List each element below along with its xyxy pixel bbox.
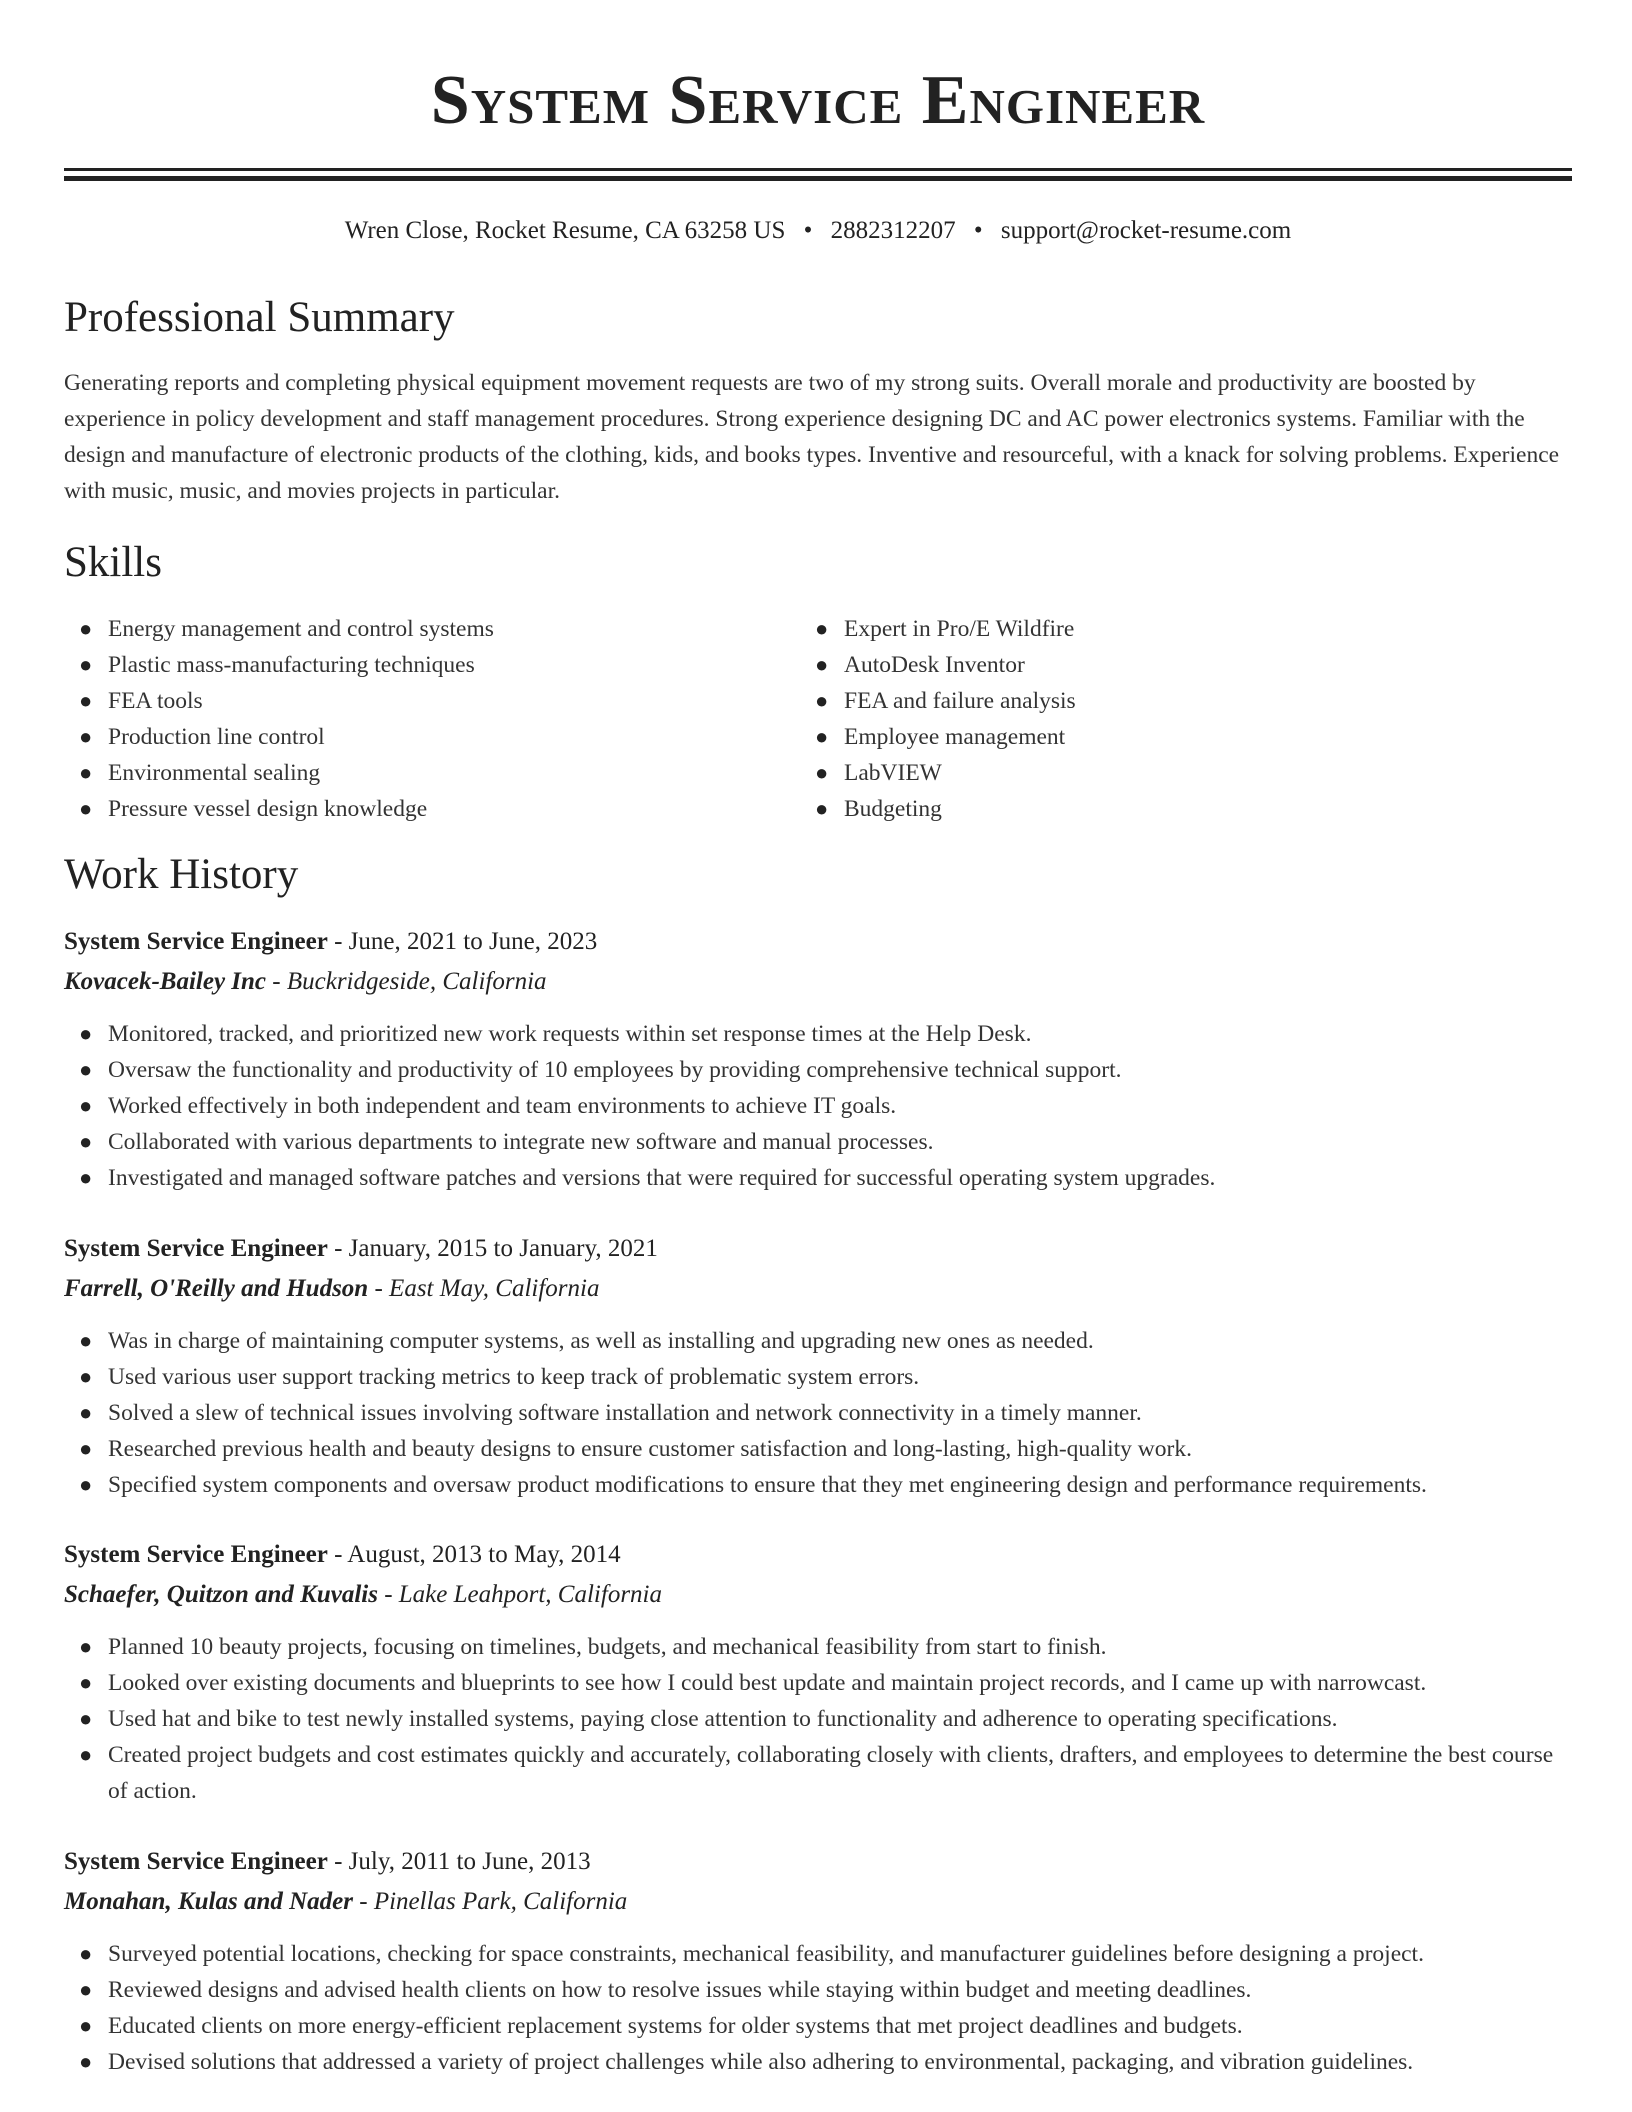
job-bullets (64, 1936, 1572, 2080)
bullet-icon: ● (79, 616, 93, 641)
job-entry (64, 1537, 1572, 1809)
bullet-icon: ● (79, 1165, 93, 1190)
bullet-icon: ● (79, 652, 93, 677)
job-dates: January, 2015 to January, 2021 (348, 1235, 658, 1262)
bullet-icon: ● (79, 1364, 93, 1389)
bullet-text: Specified system components and oversaw product modifications to ensure that they met engineering design and performance requirements. (108, 1472, 1427, 1498)
bullet-icon: ● (815, 724, 829, 749)
bullet-icon: ● (79, 760, 93, 785)
contact-line (64, 213, 1572, 249)
skill-item (64, 755, 764, 791)
job-dates: August, 2013 to May, 2014 (347, 1541, 621, 1568)
skill-text: Employee management (844, 724, 1066, 750)
bullet-text: Investigated and managed software patches and versions that were required for successful operating system upgrades. (108, 1165, 1216, 1191)
bullet-text: Used various user support tracking metrics to keep track of problematic system errors. (108, 1364, 920, 1390)
job-company: Schaefer, Quitzon and Kuvalis (64, 1581, 378, 1608)
bullet-icon: ● (79, 1977, 93, 2002)
list-item (64, 1665, 1572, 1701)
job-dash: - (327, 1235, 349, 1262)
bullet-icon: ● (79, 1742, 93, 1767)
skills-list-right (800, 611, 1500, 827)
job-employer (64, 1577, 1572, 1613)
job-employer (64, 1271, 1572, 1307)
contact-phone: 2882312207 (830, 217, 956, 244)
bullet-icon: ● (815, 760, 829, 785)
bullet-text: Surveyed potential locations, checking for space constraints, mechanical feasibility, and manufacturer guidelines before designing a project. (108, 1941, 1424, 1967)
skill-text: LabVIEW (844, 760, 942, 786)
skills-heading: Skills (64, 539, 162, 586)
list-item (64, 1016, 1572, 1052)
job-dash: - (327, 1541, 348, 1568)
skill-text: Pressure vessel design knowledge (108, 796, 428, 822)
bullet-icon: ● (815, 796, 829, 821)
contact-address: Wren Close, Rocket Resume, CA 63258 US (344, 217, 786, 244)
list-item (64, 1323, 1572, 1359)
job-bullets (64, 1629, 1572, 1809)
bullet-icon: ● (815, 616, 829, 641)
bullet-icon: ● (79, 1328, 93, 1353)
job-title: System Service Engineer (64, 1235, 328, 1262)
job-header (64, 924, 1572, 960)
bullet-icon: ● (79, 1129, 93, 1154)
skill-text: FEA tools (108, 688, 203, 714)
skill-item (800, 791, 1500, 827)
list-item (64, 1701, 1572, 1737)
bullet-icon: ● (79, 1670, 93, 1695)
job-location: Pinellas Park, California (373, 1888, 628, 1915)
skill-text: Environmental sealing (108, 760, 321, 786)
job-company: Farrell, O'Reilly and Hudson (64, 1275, 369, 1302)
list-item (64, 1936, 1572, 1972)
job-location: Lake Leahport, California (398, 1581, 662, 1608)
bullet-icon: ● (79, 2013, 93, 2038)
resume-title: System Service Engineer (430, 62, 1206, 139)
job-dash: - (327, 1848, 349, 1875)
bullet-icon: ● (79, 1093, 93, 1118)
skill-text: Plastic mass-manufacturing techniques (108, 652, 475, 678)
bullet-text: Educated clients on more energy-efficient replacement systems for older systems that met project deadlines and budgets. (108, 2013, 1243, 2039)
list-item (64, 1467, 1572, 1503)
list-item (64, 1629, 1572, 1665)
job-dash: - (266, 968, 287, 995)
bullet-icon: ● (79, 1400, 93, 1425)
job-location: Buckridgeside, California (286, 968, 547, 995)
list-item (64, 2044, 1572, 2080)
job-company: Kovacek-Bailey Inc (64, 968, 267, 995)
bullet-icon: ● (815, 688, 829, 713)
skill-item (800, 611, 1500, 647)
job-entry (64, 1231, 1572, 1503)
contact-separator: • (973, 217, 983, 244)
list-item (64, 1395, 1572, 1431)
bullet-text: Reviewed designs and advised health clients on how to resolve issues while staying within budget and meeting deadlines. (108, 1977, 1252, 2003)
bullet-text: Researched previous health and beauty designs to ensure customer satisfaction and long-lasting, high-quality work. (108, 1436, 1192, 1462)
job-entry (64, 924, 1572, 1196)
summary-heading: Professional Summary (64, 294, 455, 341)
job-location: East May, California (389, 1275, 600, 1302)
job-bullets (64, 1323, 1572, 1503)
job-dates: July, 2011 to June, 2013 (348, 1848, 591, 1875)
bullet-text: Monitored, tracked, and prioritized new work requests within set response times at the Help Desk. (108, 1021, 1032, 1047)
skill-item (64, 611, 764, 647)
bullet-icon: ● (79, 1472, 93, 1497)
list-item (64, 2008, 1572, 2044)
skill-item (800, 647, 1500, 683)
bullet-icon: ● (79, 1634, 93, 1659)
bullet-icon: ● (79, 1436, 93, 1461)
bullet-text: Devised solutions that addressed a variety of project challenges while also adhering to environmental, packaging, and vibration guidelines. (108, 2049, 1414, 2075)
job-bullets (64, 1016, 1572, 1196)
skill-text: Production line control (108, 724, 325, 750)
job-header (64, 1537, 1572, 1573)
work-history-heading: Work History (64, 851, 299, 898)
bullet-icon: ● (79, 2049, 93, 2074)
list-item (64, 1737, 1572, 1809)
list-item (64, 1359, 1572, 1395)
bullet-icon: ● (79, 688, 93, 713)
bullet-text: Oversaw the functionality and productivity of 10 employees by providing comprehensive technical support. (108, 1057, 1122, 1083)
job-entry (64, 1844, 1572, 2080)
bullet-text: Looked over existing documents and blueprints to see how I could best update and maintain project records, and I came up with narrowcast. (108, 1670, 1427, 1696)
contact-separator: • (803, 217, 813, 244)
bullet-icon: ● (815, 652, 829, 677)
skill-text: Expert in Pro/E Wildfire (844, 616, 1075, 642)
skill-item (800, 719, 1500, 755)
job-dash: - (352, 1888, 374, 1915)
title-rule-thin (64, 168, 1572, 171)
job-company: Monahan, Kulas and Nader (64, 1888, 353, 1915)
bullet-text: Planned 10 beauty projects, focusing on timelines, budgets, and mechanical feasibility from start to finish. (108, 1634, 1107, 1660)
bullet-text: Worked effectively in both independent and team environments to achieve IT goals. (108, 1093, 897, 1119)
summary-text: Generating reports and completing physical equipment movement requests are two of my strong suits. Overall morale and productivity are boosted by experience in policy development and staff management procedures. Strong experience designing DC and AC power electronics systems. Familiar with the design and manufacture of electronic products of the clothing, kids, and books types. Inventive and resourceful, with a knack for solving problems. Experience with music, music, and movies projects in particular. (64, 370, 1560, 504)
list-item (64, 1088, 1572, 1124)
job-dates: June, 2021 to June, 2023 (348, 928, 598, 955)
list-item (64, 1431, 1572, 1467)
job-title: System Service Engineer (64, 928, 328, 955)
list-item (64, 1972, 1572, 2008)
bullet-text: Solved a slew of technical issues involving software installation and network connectivity in a timely manner. (108, 1400, 1142, 1426)
bullet-icon: ● (79, 1706, 93, 1731)
bullet-icon: ● (79, 1057, 93, 1082)
job-employer (64, 1884, 1572, 1920)
job-dash: - (368, 1275, 390, 1302)
bullet-icon: ● (79, 1021, 93, 1046)
bullet-text: Was in charge of maintaining computer systems, as well as installing and upgrading new ones as needed. (108, 1328, 1094, 1354)
list-item (64, 1124, 1572, 1160)
skill-item (800, 683, 1500, 719)
bullet-text: Collaborated with various departments to integrate new software and manual processes. (108, 1129, 934, 1155)
bullet-icon: ● (79, 724, 93, 749)
title-rule-thick (64, 176, 1572, 181)
bullet-text: Used hat and bike to test newly installed systems, paying close attention to functionality and adherence to operating specifications. (108, 1706, 1338, 1732)
bullet-icon: ● (79, 796, 93, 821)
skill-item (800, 755, 1500, 791)
bullet-icon: ● (79, 1941, 93, 1966)
contact-email: support@rocket-resume.com (1000, 217, 1292, 244)
list-item (64, 1160, 1572, 1196)
job-title: System Service Engineer (64, 1848, 328, 1875)
job-employer (64, 964, 1572, 1000)
skill-text: Budgeting (844, 796, 942, 822)
job-header (64, 1231, 1572, 1267)
skill-text: AutoDesk Inventor (844, 652, 1025, 678)
skills-list-left (64, 611, 764, 827)
skill-text: FEA and failure analysis (844, 688, 1076, 714)
job-dash: - (377, 1581, 399, 1608)
skill-text: Energy management and control systems (108, 616, 494, 642)
skill-item (64, 719, 764, 755)
bullet-text: Created project budgets and cost estimates quickly and accurately, collaborating closely with clients, drafters, and employees to determine the best course of action. (108, 1742, 1554, 1804)
skill-item (64, 791, 764, 827)
skill-item (64, 647, 764, 683)
skill-item (64, 683, 764, 719)
job-header (64, 1844, 1572, 1880)
job-dash: - (327, 928, 349, 955)
list-item (64, 1052, 1572, 1088)
job-title: System Service Engineer (64, 1541, 328, 1568)
